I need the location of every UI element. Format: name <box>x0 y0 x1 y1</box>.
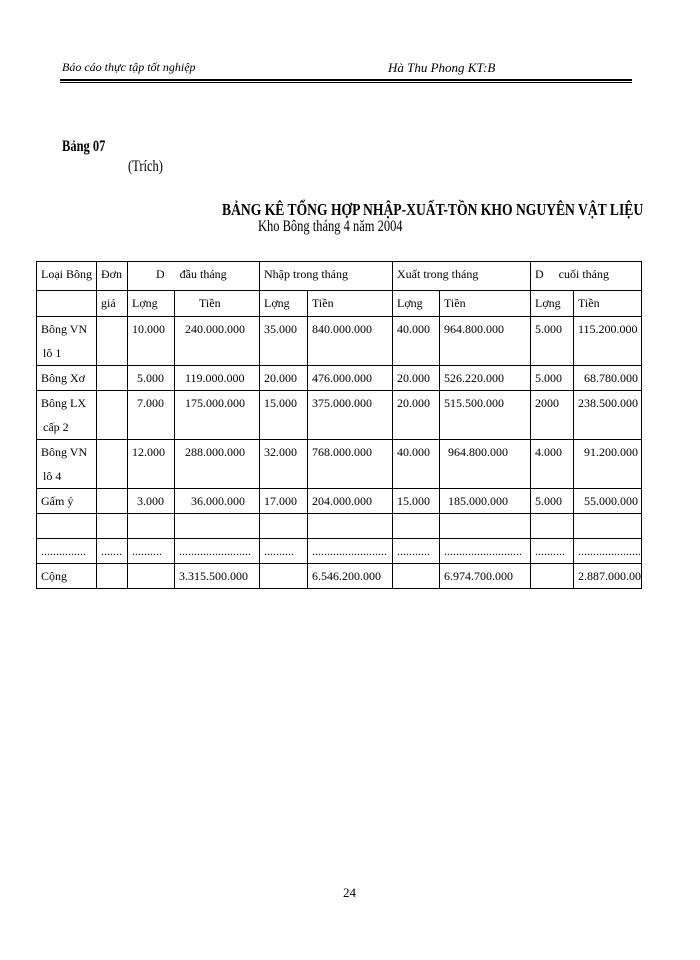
row-begin-amount: 240.000.000 <box>175 317 260 366</box>
table-row <box>37 440 642 489</box>
row-begin-amount: 288.000.000 <box>175 440 260 489</box>
dots: ......................... <box>308 539 393 564</box>
row-begin-qty: 12.000 <box>128 440 175 489</box>
row-end-amount: 68.780.000 <box>574 366 642 391</box>
row-in-amount: 375.000.000 <box>308 391 393 440</box>
total-in-amount: 6.546.200.000 <box>308 564 393 589</box>
dots: ........... <box>393 539 440 564</box>
excerpt-note: (Trích) <box>128 158 163 175</box>
row-out-qty: 20.000 <box>393 391 440 440</box>
header-amount: Tiền <box>440 291 531 317</box>
dots: .......... <box>260 539 308 564</box>
row-out-qty: 15.000 <box>393 489 440 514</box>
header-begin-text: D đầu tháng <box>156 267 227 281</box>
row-out-qty: 40.000 <box>393 317 440 366</box>
header-amount: Tiền <box>308 291 393 317</box>
row-end-qty: 4.000 <box>531 440 574 489</box>
header-rule-thin <box>60 82 632 83</box>
table-row <box>37 317 642 366</box>
row-unit <box>97 440 128 489</box>
row-type: Bông Xơ <box>37 366 97 391</box>
row-type <box>37 391 97 440</box>
row-begin-qty: 7.000 <box>128 391 175 440</box>
dots: ..................... <box>574 539 642 564</box>
table-subheader-row <box>37 291 642 317</box>
row-in-amount: 476.000.000 <box>308 366 393 391</box>
total-out-amount: 6.974.700.000 <box>440 564 531 589</box>
header-exports: Xuất trong tháng <box>393 262 531 291</box>
table-total-row <box>37 564 642 589</box>
row-out-amount: 526.220.000 <box>440 366 531 391</box>
row-in-qty: 35.000 <box>260 317 308 366</box>
dots: ............... <box>37 539 97 564</box>
row-begin-qty: 10.000 <box>128 317 175 366</box>
document-subtitle: Kho Bông tháng 4 năm 2004 <box>258 218 403 235</box>
header-type-cont <box>37 291 97 317</box>
header-left-text: Báo cáo thực tập tốt nghiệp <box>62 60 196 74</box>
row-in-amount: 204.000.000 <box>308 489 393 514</box>
header-begin-of-month <box>128 262 260 291</box>
row-end-amount: 91.200.000 <box>574 440 642 489</box>
row-out-amount: 185.000.000 <box>440 489 531 514</box>
dots: .......... <box>531 539 574 564</box>
table-header-row <box>37 262 642 291</box>
header-end-of-month <box>531 262 642 291</box>
table-row <box>37 391 642 440</box>
row-type: Gấm ý <box>37 489 97 514</box>
header-imports: Nhập trong tháng <box>260 262 393 291</box>
row-unit <box>97 391 128 440</box>
row-out-amount: 515.500.000 <box>440 391 531 440</box>
dots: ........................ <box>175 539 260 564</box>
row-type-line1: Bông LX <box>41 396 86 410</box>
row-out-qty: 40.000 <box>393 440 440 489</box>
document-title: BẢNG KÊ TỔNG HỢP NHẬP-XUẤT-TỒN KHO NGUYÊN VẬT LIỆU <box>222 200 644 219</box>
dots: ....... <box>97 539 128 564</box>
row-type-line2: lô 4 <box>43 469 62 483</box>
table-row-empty <box>37 514 642 539</box>
row-type <box>37 317 97 366</box>
row-end-qty: 2000 <box>531 391 574 440</box>
row-begin-qty: 3.000 <box>128 489 175 514</box>
header-qty: Lợng <box>531 291 574 317</box>
row-type-line2: cấp 2 <box>43 420 69 434</box>
header-end-text: D cuối tháng <box>535 267 609 281</box>
row-in-qty: 32.000 <box>260 440 308 489</box>
header-unit-line2: giá <box>97 291 128 317</box>
row-begin-amount: 119.000.000 <box>175 366 260 391</box>
row-type <box>37 440 97 489</box>
total-begin-amount: 3.315.500.000 <box>175 564 260 589</box>
row-out-qty: 20.000 <box>393 366 440 391</box>
table-label: Bảng 07 <box>62 138 106 155</box>
header-unit-line1: Đơn <box>97 262 128 291</box>
row-unit <box>97 366 128 391</box>
table-row-ellipsis <box>37 539 642 564</box>
row-type-line2: lô 1 <box>43 346 62 360</box>
row-type-line1: Bông VN <box>41 445 88 459</box>
row-begin-qty: 5.000 <box>128 366 175 391</box>
page-number: 24 <box>343 885 356 900</box>
table-row <box>37 366 642 391</box>
dots: .......... <box>128 539 175 564</box>
header-type: Loại Bông <box>37 262 97 291</box>
row-end-amount: 55.000.000 <box>574 489 642 514</box>
header-qty: Lợng <box>260 291 308 317</box>
dots: .......................... <box>440 539 531 564</box>
row-out-amount: 964.800.000 <box>440 317 531 366</box>
row-unit <box>97 317 128 366</box>
row-begin-amount: 36.000.000 <box>175 489 260 514</box>
header-amount: Tiền <box>574 291 642 317</box>
total-end-amount: 2.887.000.00 <box>574 564 642 589</box>
row-in-qty: 17.000 <box>260 489 308 514</box>
row-end-qty: 5.000 <box>531 366 574 391</box>
row-end-qty: 5.000 <box>531 317 574 366</box>
table-row <box>37 489 642 514</box>
header-right-text: Hà Thu Phong KT:B <box>388 60 496 75</box>
total-label: Cộng <box>37 564 97 589</box>
row-type-line1: Bông VN <box>41 322 88 336</box>
header-rule <box>60 79 632 81</box>
header-qty: Lợng <box>393 291 440 317</box>
header-qty: Lợng <box>128 291 175 317</box>
row-end-qty: 5.000 <box>531 489 574 514</box>
row-in-qty: 15.000 <box>260 391 308 440</box>
row-in-qty: 20.000 <box>260 366 308 391</box>
row-unit <box>97 489 128 514</box>
row-in-amount: 840.000.000 <box>308 317 393 366</box>
row-in-amount: 768.000.000 <box>308 440 393 489</box>
row-end-amount: 238.500.000 <box>574 391 642 440</box>
row-begin-amount: 175.000.000 <box>175 391 260 440</box>
row-out-amount: 964.800.000 <box>440 440 531 489</box>
row-end-amount: 115.200.000 <box>574 317 642 366</box>
header-amount: Tiền <box>175 291 260 317</box>
inventory-table <box>36 261 642 589</box>
